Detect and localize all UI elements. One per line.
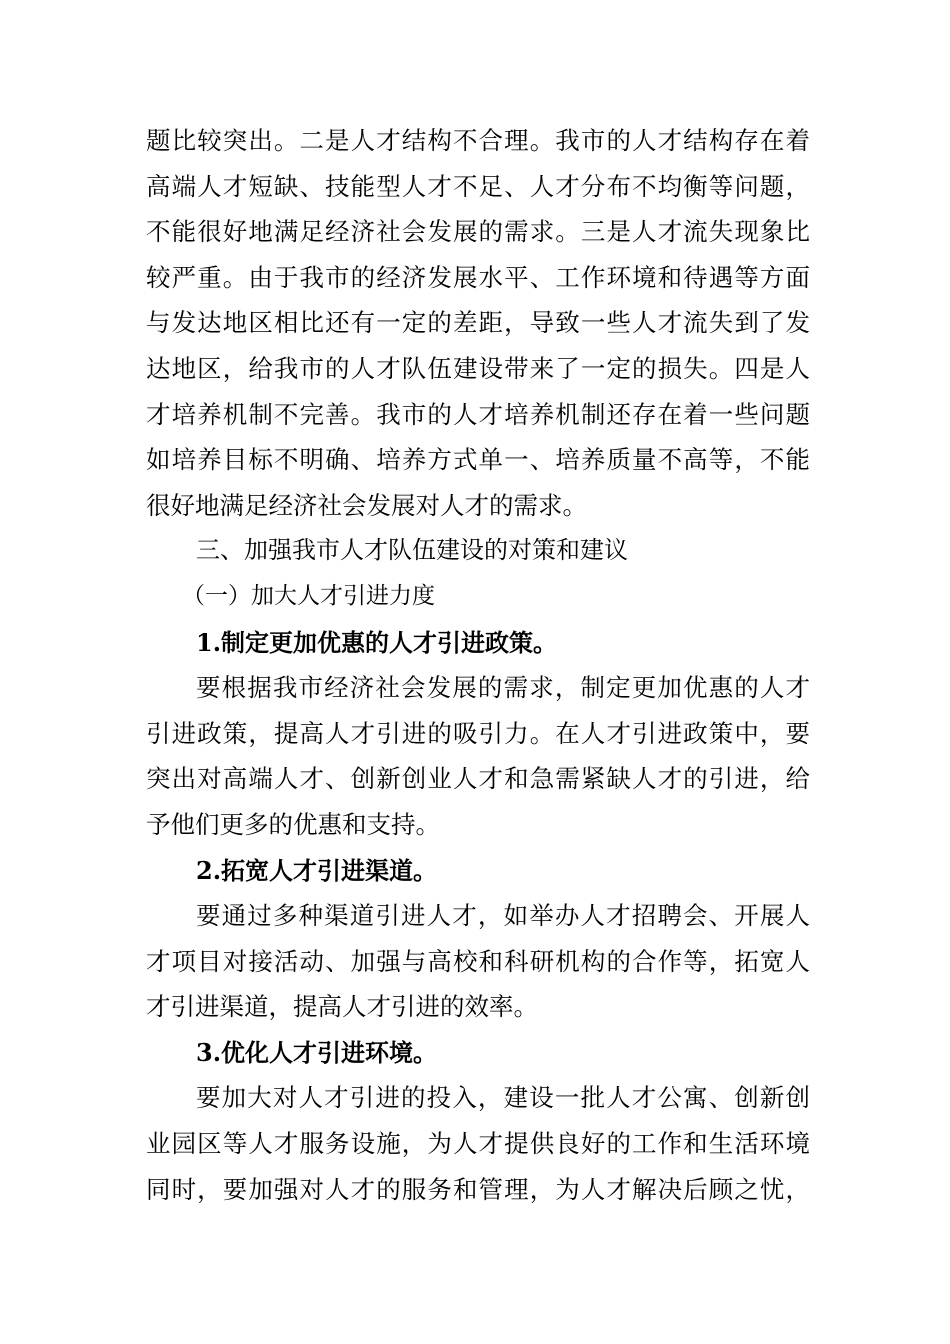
text-line: 题比较突出。二是人才结构不合理。我市的人才结构存在着 [146, 126, 810, 155]
text-line: 引进政策，提高人才引进的吸引力。在人才引进政策中，要 [146, 718, 810, 748]
text-line: 同时，要加强对人才的服务和管理，为人才解决后顾之忧， [146, 1174, 810, 1204]
text-line: 达地区，给我市的人才队伍建设带来了一定的损失。四是人 [146, 353, 810, 383]
document-page [146, 118, 810, 1212]
text-line: 才培养机制不完善。我市的人才培养机制还存在着一些问题 [146, 399, 810, 429]
text-line: 较严重。由于我市的经济发展水平、工作环境和待遇等方面 [146, 262, 810, 292]
paragraph-channels [146, 893, 810, 1030]
subsection-heading: （一）加大人才引进力度 [182, 582, 435, 609]
item-heading-2: 2.拓宽人才引进渠道。 [196, 855, 438, 885]
text-line: 不能很好地满足经济社会发展的需求。三是人才流失现象比 [146, 217, 810, 247]
text-line: 才项目对接活动、加强与高校和科研机构的合作等，拓宽人 [146, 946, 810, 976]
text-line: 业园区等人才服务设施，为人才提供良好的工作和生活环境 [146, 1129, 810, 1159]
text-line: 突出对高端人才、创新创业人才和急需紧缺人才的引进，给 [146, 764, 810, 794]
text-line: 要通过多种渠道引进人才，如举办人才招聘会、开展人 [196, 901, 810, 931]
text-line: 与发达地区相比还有一定的差距，导致一些人才流失到了发 [146, 308, 810, 338]
text-line: 如培养目标不明确、培养方式单一、培养质量不高等，不能 [146, 445, 810, 475]
text-line: 才引进渠道，提高人才引进的效率。 [146, 992, 538, 1022]
paragraph-environment [146, 1075, 810, 1212]
text-line: 高端人才短缺、技能型人才不足、人才分布不均衡等问题， [146, 171, 810, 201]
text-line: 予他们更多的优惠和支持。 [146, 809, 440, 839]
text-line: 很好地满足经济社会发展对人才的需求。 [146, 490, 587, 520]
paragraph-talent-problems [146, 118, 810, 528]
text-line: 要加大对人才引进的投入，建设一批人才公寓、创新创 [196, 1083, 810, 1113]
section-heading: 三、加强我市人才队伍建设的对策和建议 [196, 536, 628, 565]
text-line: 要根据我市经济社会发展的需求，制定更加优惠的人才 [196, 673, 810, 703]
paragraph-policy [146, 665, 810, 847]
item-heading-3: 3.优化人才引进环境。 [196, 1037, 438, 1067]
item-heading-1: 1.制定更加优惠的人才引进政策。 [196, 627, 558, 657]
